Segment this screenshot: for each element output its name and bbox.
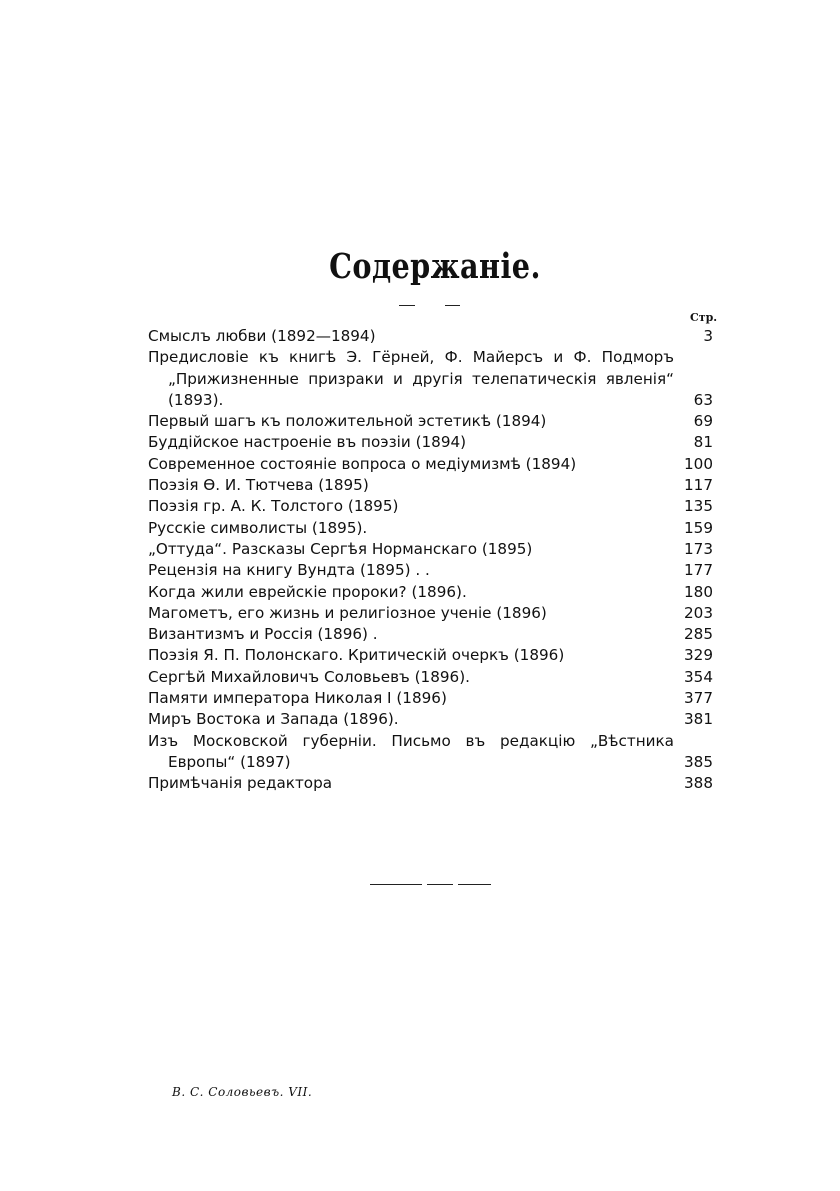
toc-entry-title: Когда жили еврейскiе пророки? (1896).: [148, 582, 467, 601]
page-column-label: Стр.: [690, 311, 718, 324]
toc-entry: [148, 432, 715, 453]
toc-entry-title: Поэзiя Ѳ. И. Тютчева (1895): [148, 476, 369, 495]
toc-entry-page: 100: [684, 454, 713, 473]
toc-entry: [148, 539, 715, 560]
toc-entry: [148, 709, 715, 730]
toc-entry-title: Миръ Востока и Запада (1896).: [148, 710, 399, 729]
end-divider-left: [370, 884, 422, 885]
toc-entry-title: Изъ Московской губернiи. Письмо въ редакцiю „Вѣстника Европы“ (1897): [148, 731, 674, 771]
toc-entry: [148, 326, 715, 347]
toc-entry-page: 159: [684, 518, 713, 537]
toc-entry: [148, 688, 715, 709]
toc-entry: [148, 624, 715, 645]
toc-entry-page: 203: [684, 603, 713, 622]
toc-entry: [148, 411, 715, 432]
toc-entry-title: Поэзiя гр. А. К. Толстого (1895): [148, 497, 399, 516]
toc-entry-page: 385: [684, 752, 713, 771]
signature-mark: В. С. Соловьевъ. VII.: [172, 1085, 313, 1099]
toc-entry: [148, 731, 715, 774]
toc-entry-page: 69: [693, 412, 713, 431]
toc-entry-title: Предисловiе къ книгѣ Э. Гёрней, Ф. Майерсъ и Ф. Подморъ „Прижизненные призраки и другiя телепатическiя явленiя“ (1893).: [148, 348, 674, 409]
toc-entry-page: 377: [684, 689, 713, 708]
toc-entry: [148, 560, 715, 581]
toc-entry-title: Примѣчанiя редактора: [148, 774, 333, 793]
toc-entry-title: Памяти императора Николая I (1896): [148, 689, 447, 708]
end-divider-right: [458, 884, 491, 885]
toc-entry-title: Поэзiя Я. П. Полонскаго. Критическiй очеркъ (1896): [148, 646, 565, 665]
toc-entry: [148, 645, 715, 666]
toc-entry: [148, 454, 715, 475]
toc-entry-title: Современное состоянiе вопроса о медiумизмѣ (1894): [148, 454, 577, 473]
end-divider-middle: [427, 884, 453, 885]
toc-entry-page: 177: [684, 561, 713, 580]
page-title: Содержанiе.: [329, 246, 541, 287]
toc-entry-page: 173: [684, 539, 713, 558]
toc-entry: [148, 475, 715, 496]
toc-entry: [148, 582, 715, 603]
toc-entry-title: „Оттуда“. Разсказы Сергѣя Норманскаго (1895): [148, 539, 533, 558]
toc-entry-title: Буддiйское настроенiе въ поэзiи (1894): [148, 433, 467, 452]
toc-entry-page: 81: [693, 433, 713, 452]
toc-entry-title: Русскiе символисты (1895).: [148, 518, 368, 537]
toc-entry: [148, 667, 715, 688]
title-divider-right: [445, 305, 460, 306]
table-of-contents: [148, 326, 715, 795]
toc-entry-page: 285: [684, 625, 713, 644]
toc-entry-title: Рецензiя на книгу Вундта (1895) . .: [148, 561, 430, 580]
toc-entry: [148, 518, 715, 539]
toc-entry-title: Первый шагъ къ положительной эстетикѣ (1894): [148, 412, 547, 431]
toc-entry: [148, 347, 715, 411]
title-divider-left: [399, 305, 415, 306]
toc-entry-title: Сергѣй Михайловичъ Соловьевъ (1896).: [148, 667, 470, 686]
toc-entry-title: Смыслъ любви (1892—1894): [148, 327, 376, 345]
toc-entry-page: 3: [703, 327, 713, 345]
toc-entry-page: 388: [684, 774, 713, 793]
toc-entry-page: 381: [684, 710, 713, 729]
toc-entry: [148, 603, 715, 624]
toc-entry-page: 117: [684, 476, 713, 495]
toc-entry-page: 329: [684, 646, 713, 665]
toc-entry-title: Византизмъ и Россiя (1896) .: [148, 625, 378, 644]
toc-entry: [148, 773, 715, 794]
toc-entry-page: 354: [684, 667, 713, 686]
toc-entry-page: 63: [693, 390, 713, 409]
toc-entry: [148, 496, 715, 517]
toc-entry-page: 180: [684, 582, 713, 601]
toc-entry-page: 135: [684, 497, 713, 516]
toc-entry-title: Магометъ, его жизнь и религiозное ученiе (1896): [148, 603, 547, 622]
